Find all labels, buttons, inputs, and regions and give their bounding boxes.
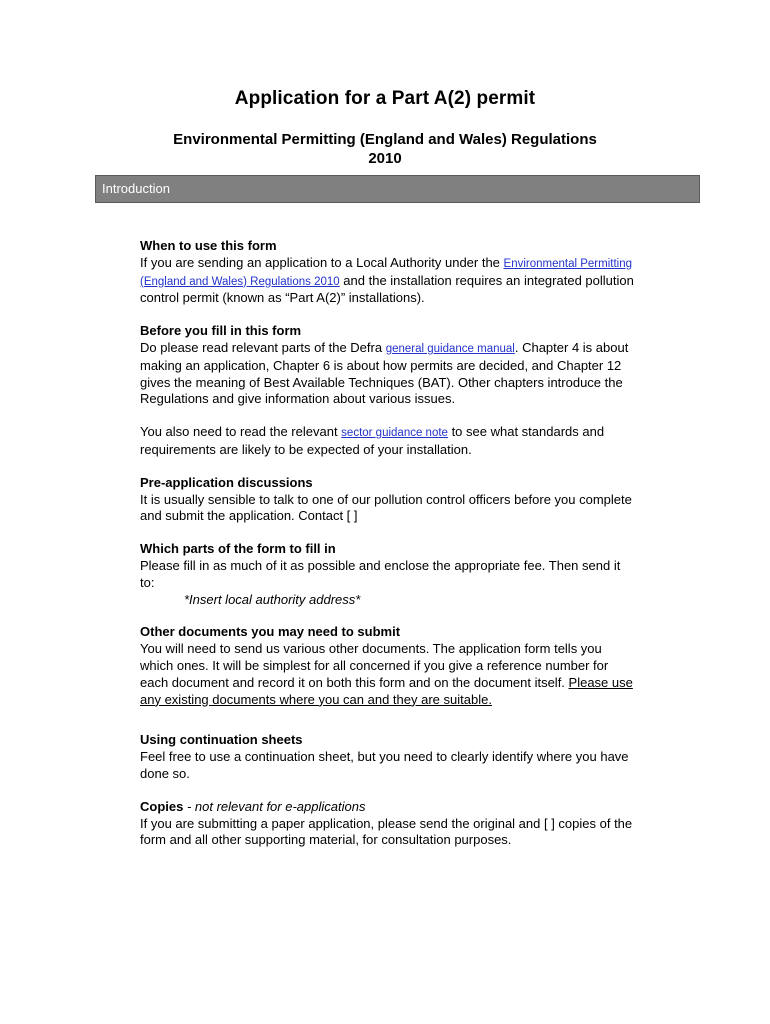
heading-which-parts: Which parts of the form to fill in [140,541,336,557]
heading-continuation-sheets: Using continuation sheets [140,732,303,748]
section-pre-application [140,475,635,525]
regulations-link[interactable]: Environmental Permitting (England and Wales) Regulations 2010 [140,257,633,288]
section-header-introduction: Introduction [95,175,700,203]
sector-text-after: to see what standards and requirements are likely to be expected of your installation. [140,424,605,457]
copies-text: If you are submitting a paper application, please send the original and [ ] copies of the form and all other supporting material, for consultation purposes. [140,815,633,848]
section-when-to-use [140,238,635,307]
section-sector-guidance [140,424,635,459]
copies-heading-line [140,799,635,816]
sector-guidance-link[interactable]: sector guidance note [341,427,448,440]
continuation-text: Feel free to use a continuation sheet, but you need to clearly identify where you have done so. [140,749,629,781]
which-parts-text: Please fill in as much of it as possible and enclose the appropriate fee. Then send it to: [140,557,621,590]
when-text-after: and the installation requires an integrated pollution control permit (known as “Part A(2)” installations). [140,272,634,306]
guidance-manual-link[interactable]: general guidance manual [385,342,515,355]
page-subtitle [140,130,630,168]
page-title: Application for a Part A(2) permit [234,88,536,109]
before-text-after: . Chapter 4 is about making an application, Chapter 6 is about how permits are decided, and Chapter 12 gives the meaning of Best Available Techniques (BAT). Other chapters introduce the Regulations and give information about various issues. [140,339,629,407]
heading-before-you-fill: Before you fill in this form [140,323,302,339]
section-continuation-sheets [140,732,635,782]
heading-other-documents: Other documents you may need to submit [140,624,401,640]
heading-when-to-use: When to use this form [140,238,277,253]
heading-pre-application: Pre-application discussions [140,474,313,490]
copies-note: - not relevant for e-applications [183,798,366,814]
subtitle-line-1: Environmental Permitting (England and Wales) Regulations [173,131,597,148]
sector-text-before: You also need to read the relevant [140,424,342,440]
before-text-before: Do please read relevant parts of the Defra [140,339,386,355]
other-documents-underlined: Please use any existing documents where you can and they are suitable. [140,674,633,707]
section-copies [140,799,635,849]
local-authority-address-placeholder: *Insert local authority address* [184,591,361,607]
other-documents-text: You will need to send us various other documents. The application form tells you which ones. It will be simplest for all concerned if you give a reference number for each document and record it on both this form and on the document itself. [140,641,609,690]
introduction-body [140,238,635,865]
pre-application-text: It is usually sensible to talk to one of our pollution control officers before you complete and submit the application. Contact [ ] [140,491,632,524]
heading-copies: Copies [140,798,184,814]
subtitle-line-2: 2010 [368,150,402,167]
when-text-before: If you are sending an application to a Local Authority under the [140,254,504,270]
section-before-you-fill [140,323,635,408]
section-other-documents [140,624,635,708]
section-which-parts [140,541,635,608]
